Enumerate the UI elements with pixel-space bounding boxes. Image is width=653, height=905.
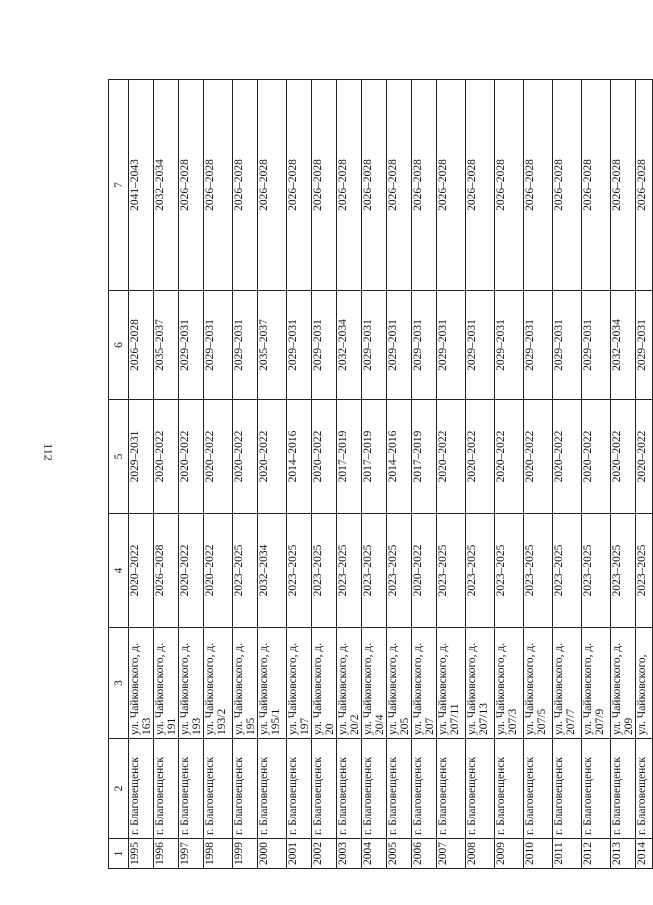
row-number-cell: 2011 (553, 839, 582, 869)
period-cell: 2029–2031 (129, 400, 154, 514)
address-cell: ул. Чайковского, д. 193/2 (204, 628, 233, 739)
address-cell: ул. Чайковского, д. 195/1 (258, 628, 287, 739)
period-cell: 2032–2034 (337, 291, 362, 400)
period-cell: 2029–2031 (553, 291, 582, 400)
city-cell: г. Благовещенск (258, 739, 287, 839)
period-cell: 2029–2031 (412, 291, 437, 400)
table-row (129, 80, 154, 869)
period-cell: 2029–2031 (204, 291, 233, 400)
period-cell: 2026–2028 (337, 80, 362, 291)
period-cell: 2017–2019 (412, 400, 437, 514)
city-cell: г. Благовещенск (553, 739, 582, 839)
table-row (611, 80, 636, 869)
row-number-cell: 1997 (179, 839, 204, 869)
column-header: 1 (109, 839, 129, 869)
address-cell: ул. Чайковского, д. 207 (412, 628, 437, 739)
address-cell: ул. Чайковского, д. 20/2 (337, 628, 362, 739)
row-number-cell: 2013 (611, 839, 636, 869)
period-cell: 2029–2031 (233, 291, 258, 400)
period-cell: 2029–2031 (179, 291, 204, 400)
period-cell: 2026–2028 (233, 80, 258, 291)
column-header: 7 (109, 80, 129, 291)
city-cell: г. Благовещенск (204, 739, 233, 839)
period-cell: 2035–2037 (154, 291, 179, 400)
city-cell: г. Благовещенск (582, 739, 611, 839)
address-cell: ул. Чайковского, д. 207/7 (553, 628, 582, 739)
period-cell: 2026–2028 (437, 80, 466, 291)
table-row (495, 80, 524, 869)
period-cell: 2029–2031 (287, 291, 312, 400)
row-number-cell: 2012 (582, 839, 611, 869)
period-cell: 2026–2028 (387, 80, 412, 291)
period-cell: 2020–2022 (466, 400, 495, 514)
city-cell: г. Благовещенск (495, 739, 524, 839)
period-cell: 2026–2028 (287, 80, 312, 291)
city-cell: г. Благовещенск (412, 739, 437, 839)
table-row (362, 80, 387, 869)
period-cell: 2023–2025 (582, 514, 611, 628)
row-number-cell: 2000 (258, 839, 287, 869)
period-cell: 2026–2028 (524, 80, 553, 291)
row-number-cell: 2005 (387, 839, 412, 869)
row-number-cell: 1999 (233, 839, 258, 869)
city-cell: г. Благовещенск (154, 739, 179, 839)
period-cell: 2023–2025 (287, 514, 312, 628)
period-cell: 2023–2025 (495, 514, 524, 628)
address-cell: ул. Чайковского, д. 207/13 (466, 628, 495, 739)
row-number-cell: 2009 (495, 839, 524, 869)
city-cell: г. Благовещенск (233, 739, 258, 839)
address-cell: ул. Чайковского, д. 191 (154, 628, 179, 739)
table-row (636, 80, 653, 869)
period-cell: 2023–2025 (337, 514, 362, 628)
rotated-table-wrapper (108, 80, 648, 869)
period-cell: 2020–2022 (611, 400, 636, 514)
table-row (582, 80, 611, 869)
address-cell: ул. Чайковского, д. 193 (179, 628, 204, 739)
period-cell: 2041–2043 (129, 80, 154, 291)
period-cell: 2020–2022 (233, 400, 258, 514)
period-cell: 2026–2028 (362, 80, 387, 291)
address-cell: ул. Чайковского, д. 20/4 (362, 628, 387, 739)
row-number-cell: 1996 (154, 839, 179, 869)
period-cell: 2023–2025 (387, 514, 412, 628)
period-cell: 2020–2022 (636, 400, 653, 514)
period-cell: 2026–2028 (204, 80, 233, 291)
address-cell: ул. Чайковского, д. 195 (233, 628, 258, 739)
period-cell: 2020–2022 (129, 514, 154, 628)
period-cell: 2020–2022 (553, 400, 582, 514)
city-cell: г. Благовещенск (179, 739, 204, 839)
period-cell: 2035–2037 (258, 291, 287, 400)
address-cell: ул. Чайковского, (636, 628, 653, 739)
period-cell: 2026–2028 (312, 80, 337, 291)
period-cell: 2020–2022 (258, 400, 287, 514)
row-number-cell: 2006 (412, 839, 437, 869)
row-number-cell: 2004 (362, 839, 387, 869)
row-number-cell: 2002 (312, 839, 337, 869)
period-cell: 2026–2028 (495, 80, 524, 291)
period-cell: 2029–2031 (466, 291, 495, 400)
address-cell: ул. Чайковского, д. 197 (287, 628, 312, 739)
row-number-cell: 1995 (129, 839, 154, 869)
row-number-cell: 2007 (437, 839, 466, 869)
data-table (108, 79, 653, 869)
period-cell: 2029–2031 (495, 291, 524, 400)
period-cell: 2023–2025 (437, 514, 466, 628)
period-cell: 2020–2022 (154, 400, 179, 514)
table-row (154, 80, 179, 869)
column-header: 2 (109, 739, 129, 839)
period-cell: 2026–2028 (179, 80, 204, 291)
city-cell: г. Благовещенск (287, 739, 312, 839)
period-cell: 2026–2028 (154, 514, 179, 628)
period-cell: 2014–2016 (287, 400, 312, 514)
address-cell: ул. Чайковского, д. 207/5 (524, 628, 553, 739)
address-cell: ул. Чайковского, д. 207/9 (582, 628, 611, 739)
city-cell: г. Благовещенск (362, 739, 387, 839)
table-row (524, 80, 553, 869)
column-header: 3 (109, 628, 129, 739)
period-cell: 2026–2028 (412, 80, 437, 291)
row-number-cell: 2008 (466, 839, 495, 869)
table-row (287, 80, 312, 869)
period-cell: 2014–2016 (387, 400, 412, 514)
period-cell: 2026–2028 (582, 80, 611, 291)
table-row (387, 80, 412, 869)
period-cell: 2026–2028 (553, 80, 582, 291)
period-cell: 2023–2025 (611, 514, 636, 628)
table-row (258, 80, 287, 869)
period-cell: 2032–2034 (154, 80, 179, 291)
period-cell: 2026–2028 (611, 80, 636, 291)
table-row (233, 80, 258, 869)
period-cell: 2029–2031 (387, 291, 412, 400)
period-cell: 2032–2034 (258, 514, 287, 628)
city-cell: г. Благовещенск (636, 739, 653, 839)
period-cell: 2029–2031 (636, 291, 653, 400)
table-row (312, 80, 337, 869)
period-cell: 2032–2034 (611, 291, 636, 400)
period-cell: 2020–2022 (524, 400, 553, 514)
column-header: 4 (109, 514, 129, 628)
period-cell: 2020–2022 (495, 400, 524, 514)
city-cell: г. Благовещенск (437, 739, 466, 839)
period-cell: 2023–2025 (233, 514, 258, 628)
period-cell: 2023–2025 (312, 514, 337, 628)
address-cell: ул. Чайковского, д. 20 (312, 628, 337, 739)
period-cell: 2026–2028 (636, 80, 653, 291)
table-row (179, 80, 204, 869)
period-cell: 2026–2028 (258, 80, 287, 291)
address-cell: ул. Чайковского, д. 207/11 (437, 628, 466, 739)
row-number-cell: 2014 (636, 839, 653, 869)
city-cell: г. Благовещенск (129, 739, 154, 839)
period-cell: 2023–2025 (636, 514, 653, 628)
row-number-cell: 2003 (337, 839, 362, 869)
table-row (466, 80, 495, 869)
city-cell: г. Благовещенск (387, 739, 412, 839)
period-cell: 2020–2022 (437, 400, 466, 514)
period-cell: 2020–2022 (204, 514, 233, 628)
table-body (129, 80, 653, 869)
period-cell: 2029–2031 (582, 291, 611, 400)
period-cell: 2020–2022 (312, 400, 337, 514)
address-cell: ул. Чайковского, д. 209 (611, 628, 636, 739)
city-cell: г. Благовещенск (312, 739, 337, 839)
period-cell: 2029–2031 (437, 291, 466, 400)
period-cell: 2020–2022 (204, 400, 233, 514)
period-cell: 2017–2019 (337, 400, 362, 514)
city-cell: г. Благовещенск (337, 739, 362, 839)
city-cell: г. Благовещенск (524, 739, 553, 839)
city-cell: г. Благовещенск (611, 739, 636, 839)
period-cell: 2020–2022 (179, 514, 204, 628)
period-cell: 2029–2031 (362, 291, 387, 400)
page-number: 112 (41, 443, 56, 461)
column-header: 6 (109, 291, 129, 400)
table-row (412, 80, 437, 869)
period-cell: 2026–2028 (129, 291, 154, 400)
table-row (553, 80, 582, 869)
period-cell: 2029–2031 (524, 291, 553, 400)
period-cell: 2023–2025 (362, 514, 387, 628)
period-cell: 2020–2022 (412, 514, 437, 628)
city-cell: г. Благовещенск (466, 739, 495, 839)
period-cell: 2020–2022 (582, 400, 611, 514)
period-cell: 2026–2028 (466, 80, 495, 291)
table-row (437, 80, 466, 869)
address-cell: ул. Чайковского, д. 207/3 (495, 628, 524, 739)
period-cell: 2023–2025 (466, 514, 495, 628)
period-cell: 2023–2025 (524, 514, 553, 628)
row-number-cell: 2001 (287, 839, 312, 869)
period-cell: 2017–2019 (362, 400, 387, 514)
row-number-cell: 2010 (524, 839, 553, 869)
period-cell: 2029–2031 (312, 291, 337, 400)
period-cell: 2020–2022 (179, 400, 204, 514)
table-header-row (109, 80, 129, 869)
period-cell: 2023–2025 (553, 514, 582, 628)
address-cell: ул. Чайковского, д. 205 (387, 628, 412, 739)
column-header: 5 (109, 400, 129, 514)
table-row (204, 80, 233, 869)
table-row (337, 80, 362, 869)
row-number-cell: 1998 (204, 839, 233, 869)
address-cell: ул. Чайковского, д. 163 (129, 628, 154, 739)
